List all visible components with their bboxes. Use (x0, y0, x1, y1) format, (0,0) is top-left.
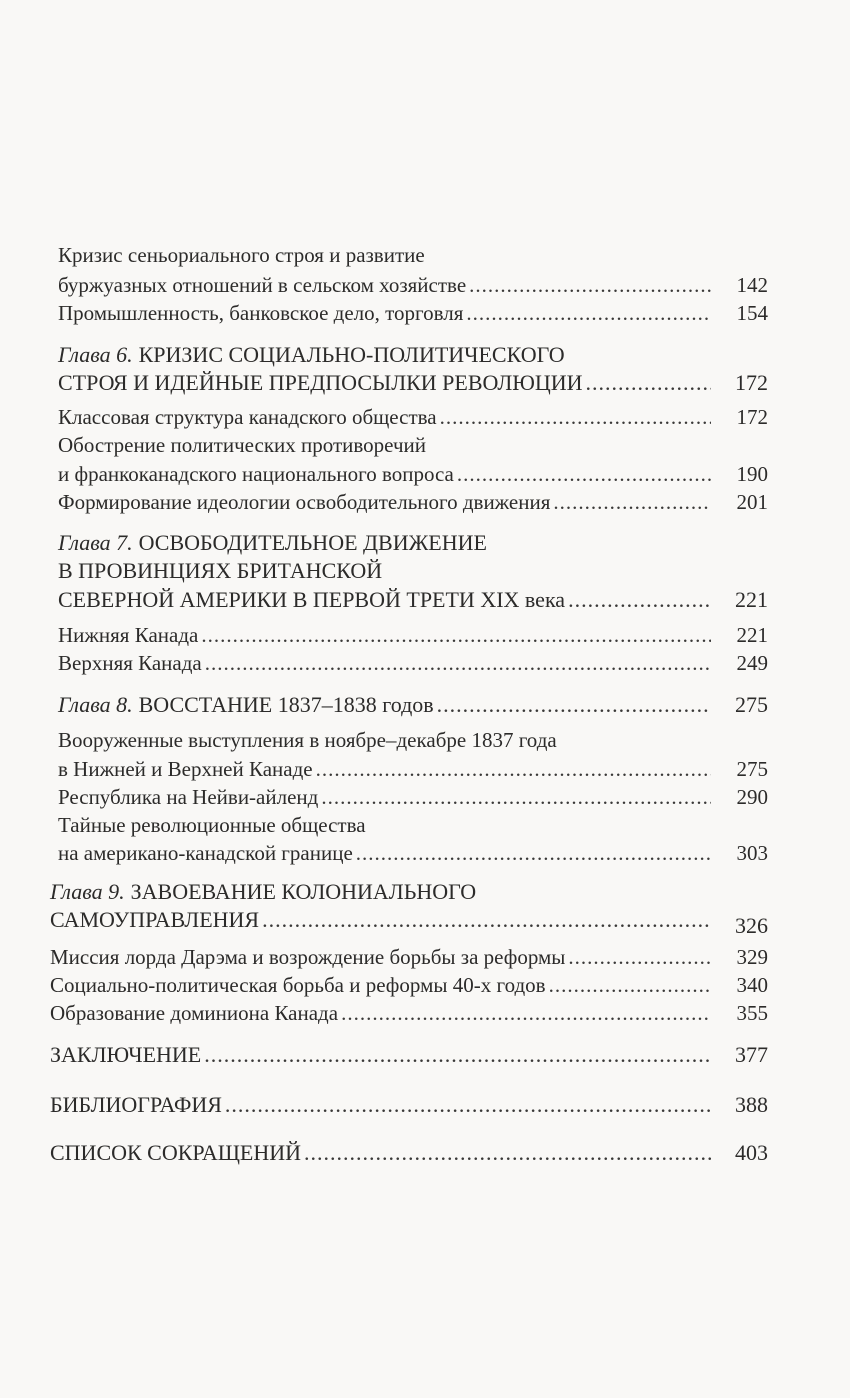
chapter-title: СТРОЯ И ИДЕЙНЫЕ ПРЕДПОСЫЛКИ РЕВОЛЮЦИИ (58, 370, 583, 395)
toc-entry (50, 942, 768, 972)
chapter-entry (58, 368, 768, 398)
chapter-heading-line (50, 877, 768, 907)
toc-entry-text: Социально-политическая борьба и реформы 40-х годов (50, 973, 546, 997)
chapter-title: КРИЗИС СОЦИАЛЬНО-ПОЛИТИЧЕСКОГО (138, 342, 565, 367)
toc-entry-text: Вооруженные выступления в ноябре–декабре 1837 года (58, 728, 557, 752)
page-number: 275 (735, 692, 768, 717)
toc-entry-abbreviations (50, 1138, 768, 1168)
toc-entry (58, 270, 768, 300)
toc-entry-text: Миссия лорда Дарэма и возрождение борьбы за реформы (50, 945, 566, 969)
page-number: 340 (736, 973, 768, 997)
chapter-title: САМОУПРАВЛЕНИЯ (50, 907, 260, 932)
page-number: 221 (736, 623, 768, 647)
toc-entry-text: Нижняя Канада (58, 623, 199, 647)
leader-dots (549, 970, 711, 1000)
chapter-label: Глава 7. (58, 530, 133, 555)
chapter-label: Глава 9. (50, 879, 125, 904)
toc-entry-line (58, 810, 768, 840)
chapter-heading-line (58, 556, 768, 586)
leader-dots (553, 487, 711, 517)
page-number: 377 (735, 1042, 768, 1067)
chapter-entry (58, 585, 768, 615)
leader-dots (568, 942, 711, 972)
page-number: 172 (736, 405, 768, 429)
toc-entry (58, 402, 768, 432)
leader-dots (262, 905, 711, 935)
chapter-label: Глава 6. (58, 342, 133, 367)
toc-entry (58, 620, 768, 650)
page-number: 172 (735, 370, 768, 395)
toc-entry (58, 648, 768, 678)
page-number: 388 (735, 1092, 768, 1117)
leader-dots (204, 1040, 711, 1070)
chapter-title: В ПРОВИНЦИЯХ БРИТАНСКОЙ (58, 558, 383, 583)
toc-entry (58, 782, 768, 812)
toc-entry (50, 998, 768, 1028)
toc-entry-text: буржуазных отношений в сельском хозяйстве (58, 273, 467, 297)
toc-entry-line (58, 725, 768, 755)
leader-dots (466, 298, 711, 328)
toc-entry-text: Верхняя Канада (58, 651, 202, 675)
toc-entry (58, 298, 768, 328)
toc-entry-text: Тайные революционные общества (58, 813, 366, 837)
toc-entry-text: в Нижней и Верхней Канаде (58, 757, 313, 781)
page-number: 221 (735, 587, 768, 612)
page-number: 190 (736, 462, 768, 486)
toc-entry-text: БИБЛИОГРАФИЯ (50, 1092, 222, 1117)
chapter-heading-line (58, 528, 768, 558)
toc-entry (58, 487, 768, 517)
chapter-title: ОСВОБОДИТЕЛЬНОЕ ДВИЖЕНИЕ (138, 530, 487, 555)
page-number: 303 (736, 841, 768, 865)
toc-entry-text: ЗАКЛЮЧЕНИЕ (50, 1042, 202, 1067)
chapter-title: СЕВЕРНОЙ АМЕРИКИ В ПЕРВОЙ ТРЕТИ XIX века (58, 587, 566, 612)
toc-entry-text: Кризис сеньориального строя и развитие (58, 243, 425, 267)
chapter-label: Глава 8. (58, 692, 133, 717)
page-number: 249 (736, 651, 768, 675)
page-number: 154 (736, 301, 768, 325)
chapter-title: ЗАВОЕВАНИЕ КОЛОНИАЛЬНОГО (130, 879, 477, 904)
leader-dots (205, 648, 711, 678)
leader-dots (457, 459, 711, 489)
toc-entry-text: и франкоканадского национального вопроса (58, 462, 454, 486)
toc-entry (58, 459, 768, 489)
leader-dots (568, 585, 711, 615)
toc-entry-line (58, 240, 768, 270)
chapter-heading-line (58, 340, 768, 370)
toc-entry-text: Формирование идеологии освободительного движения (58, 490, 551, 514)
page-number: 329 (736, 945, 768, 969)
leader-dots (469, 270, 711, 300)
leader-dots (356, 838, 711, 868)
toc-entry-text: на американо-канадской границе (58, 841, 353, 865)
toc-entry-text: Обострение политических противоречий (58, 433, 426, 457)
toc-entry-text: Образование доминиона Канада (50, 1001, 339, 1025)
toc-entry-conclusion (50, 1040, 768, 1070)
toc-entry (58, 838, 768, 868)
chapter-title: ВОССТАНИЕ 1837–1838 годов (138, 692, 434, 717)
toc-entry-text: Промышленность, банковское дело, торговля (58, 301, 464, 325)
toc-entry (50, 970, 768, 1000)
leader-dots (440, 402, 711, 432)
page-number: 290 (736, 785, 768, 809)
toc-entry-text: СПИСОК СОКРАЩЕНИЙ (50, 1140, 302, 1165)
page-number: 326 (735, 913, 768, 938)
leader-dots (341, 998, 711, 1028)
toc-entry-bibliography (50, 1090, 768, 1120)
toc-entry (58, 754, 768, 784)
leader-dots (316, 754, 711, 784)
chapter-entry (58, 690, 768, 720)
page-number: 201 (736, 490, 768, 514)
page-number: 142 (736, 273, 768, 297)
toc-entry-line (58, 430, 768, 460)
chapter-entry (50, 905, 768, 938)
leader-dots (437, 690, 711, 720)
page-number: 355 (736, 1001, 768, 1025)
leader-dots (586, 368, 711, 398)
leader-dots (201, 620, 711, 650)
toc-entry-text: Республика на Нейви-айленд (58, 785, 319, 809)
page-number: 403 (735, 1140, 768, 1165)
page-number: 275 (736, 757, 768, 781)
leader-dots (225, 1090, 711, 1120)
toc-entry-text: Классовая структура канадского общества (58, 405, 437, 429)
leader-dots (321, 782, 711, 812)
leader-dots (304, 1138, 711, 1168)
